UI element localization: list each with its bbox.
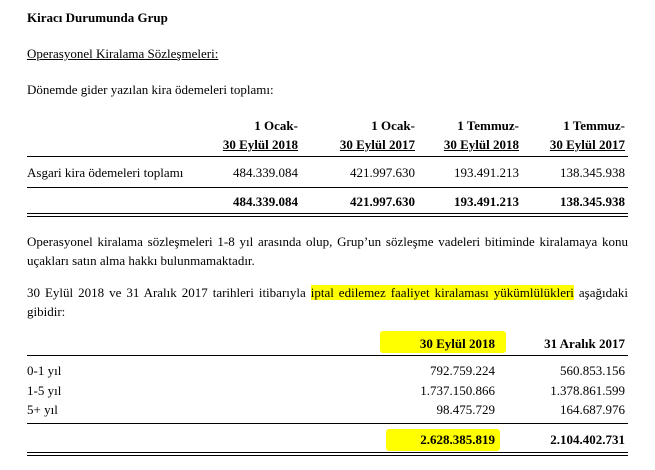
table2-row-value-1: 98.475.729 xyxy=(436,402,495,417)
table2-header-divider xyxy=(27,355,628,356)
table1-total-1: 484.339.084 xyxy=(233,194,298,209)
highlighted-phrase: iptal edilemez faaliyet kiralaması yükümlülükleri xyxy=(310,285,574,300)
table1-header-divider xyxy=(27,156,628,157)
table2-row-value-1: 792.759.224 xyxy=(430,363,495,378)
table2-row-label: 0-1 yıl xyxy=(27,363,62,378)
intro-text: Dönemde gider yazılan kira ödemeleri toplamı: xyxy=(27,82,274,97)
table1-total-2: 421.997.630 xyxy=(350,194,415,209)
table1-row-label: Asgari kira ödemeleri toplamı xyxy=(27,165,184,180)
table2-row-value-2: 164.687.976 xyxy=(560,402,625,417)
table2-header-col2: 31 Aralık 2017 xyxy=(544,336,625,351)
table1-row-value-3: 193.491.213 xyxy=(454,165,519,180)
table1-header-col1-line2: 30 Eylül 2018 xyxy=(222,137,298,152)
table2-row-label: 1-5 yıl xyxy=(27,383,62,398)
paragraph-obligations-after: aşağıdaki gibidir: xyxy=(27,285,628,319)
table1-subtotal-divider xyxy=(27,187,628,188)
subheading: Operasyonel Kiralama Sözleşmeleri: xyxy=(27,46,219,61)
table1-row-value-4: 138.345.938 xyxy=(560,165,625,180)
table1-total-divider-bottom xyxy=(27,216,628,217)
table1-header-col1-line1: 1 Ocak- xyxy=(254,118,298,133)
table2-header-col1: 30 Eylül 2018 xyxy=(419,336,495,351)
table1-total-divider-top xyxy=(27,213,628,214)
table1-row-value-1: 484.339.084 xyxy=(233,165,298,180)
table1-header-col3-line1: 1 Temmuz- xyxy=(457,118,519,133)
table2-total-2: 2.104.402.731 xyxy=(550,432,625,447)
table2-total-divider-top xyxy=(27,452,628,453)
table2-subtotal-divider xyxy=(27,423,628,424)
paragraph-obligations-before: 30 Eylül 2018 ve 31 Aralık 2017 tarihleri itibarıyla xyxy=(27,285,311,300)
table1-header-col2-line1: 1 Ocak- xyxy=(371,118,415,133)
table1-row-value-2: 421.997.630 xyxy=(350,165,415,180)
section-title: Kiracı Durumunda Grup xyxy=(27,10,168,25)
table1-header-col3-line2: 30 Eylül 2018 xyxy=(443,137,519,152)
table1-header-col4-line2: 30 Eylül 2017 xyxy=(549,137,625,152)
table1-header-col2-line2: 30 Eylül 2017 xyxy=(339,137,415,152)
table2-row-label: 5+ yıl xyxy=(27,402,58,417)
paragraph-lease-terms: Operasyonel kiralama sözleşmeleri 1-8 yıl arasında olup, Grup’un sözleşme vadeleri bitiminde kiralamaya konu uçakları satın alma hakkı bulunmamaktadır. xyxy=(27,234,628,268)
table2-total-1: 2.628.385.819 xyxy=(420,432,495,447)
table1-header-col4-line1: 1 Temmuz- xyxy=(563,118,625,133)
table1-total-3: 193.491.213 xyxy=(454,194,519,209)
table2-row-value-1: 1.737.150.866 xyxy=(420,383,495,398)
paragraph-obligations xyxy=(27,283,628,321)
table1-total-4: 138.345.938 xyxy=(560,194,625,209)
table2-row-value-2: 1.378.861.599 xyxy=(550,383,625,398)
table2-row-value-2: 560.853.156 xyxy=(560,363,625,378)
table2-total-divider-bottom xyxy=(27,455,628,456)
